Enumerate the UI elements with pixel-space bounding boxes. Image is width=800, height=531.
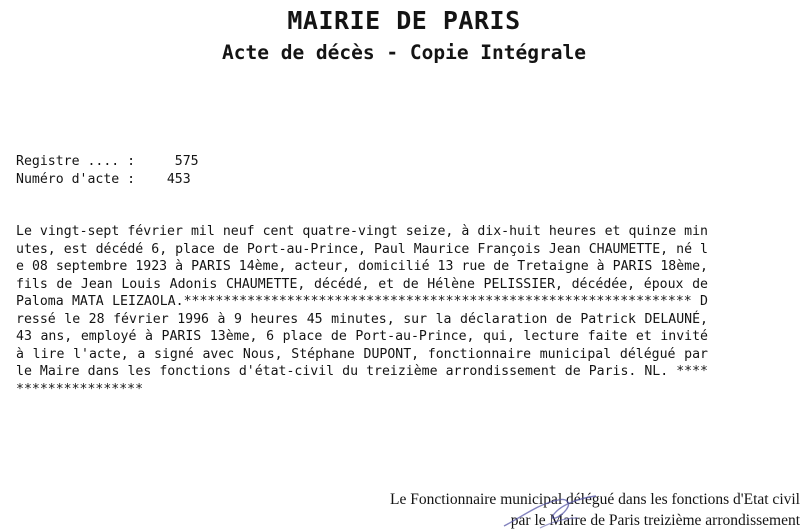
document-subtitle: Acte de décès - Copie Intégrale <box>222 41 586 64</box>
footer-line-1: Le Fonctionnaire municipal délégué dans les fonctions d'Etat civil <box>390 491 800 508</box>
act-body-text: Le vingt-sept février mil neuf cent quatre-vingt seize, à dix-huit heures et quinze minutes, est décédé 6, place de Port-au-Prince, Paul Maurice François Jean CHAUMETTE, né le 08 septembre 1923 à PARIS 14ème, acteur, domicilié 13 rue de Tretaigne à PARIS 18ème, fils de Jean Louis Adonis CHAUMETTE, décédé, et de Hélène PELISSIER, décédée, époux de Paloma MATA LEIZAOLA.**************************************************************** Dressé le 28 février 1996 à 9 heures 45 minutes, sur la déclaration de Patrick DELAUNÉ, 43 ans, employé à PARIS 13ème, 6 place de Port-au-Prince, qui, lecture faite et invité à lire l'acte, a signé avec Nous, Stéphane DUPONT, fonctionnaire municipal délégué par le Maire dans les fonctions d'état-civil du treizième arrondissement de Paris. NL. ******************** <box>16 224 708 397</box>
numero-acte-line: Numéro d'acte : 453 <box>16 172 191 187</box>
document-title: MAIRIE DE PARIS <box>287 6 521 35</box>
footer-line-2: par le Maire de Paris treizième arrondissement <box>510 512 800 529</box>
handwritten-signature <box>500 488 620 531</box>
registre-line: Registre .... : 575 <box>16 154 199 169</box>
